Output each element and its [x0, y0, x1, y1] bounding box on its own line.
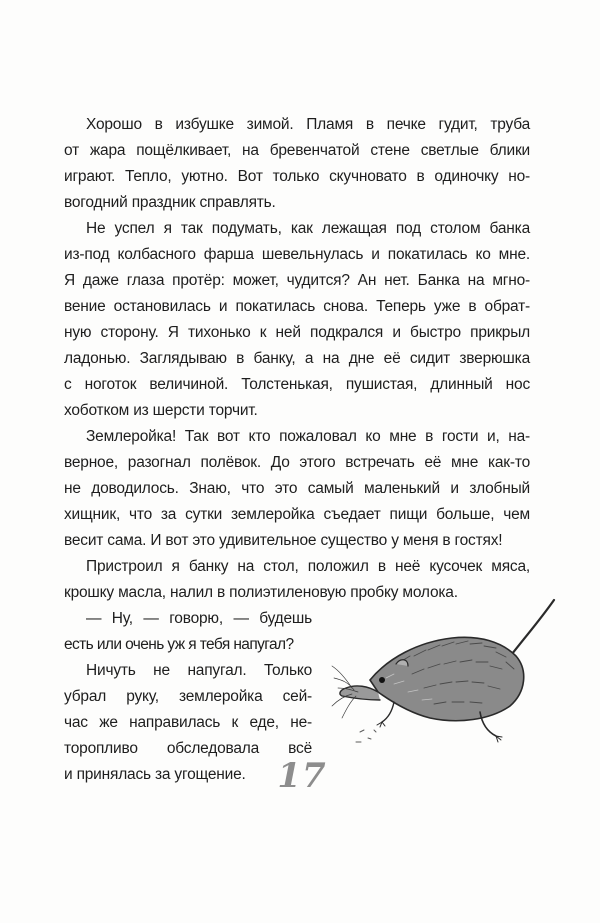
text-line: хищник, что за сутки землеройка съедает пищи больше, чем: [64, 506, 530, 523]
text-line: хоботком из шерсти торчит.: [64, 402, 258, 419]
text-line: играют. Тепло, уютно. Вот только скучновато в одиночку но-: [64, 168, 530, 185]
text-line: и принялась за угощение.: [64, 766, 246, 783]
text-line: весит сама. И вот это удивительное существо у меня в гостях!: [64, 532, 503, 549]
text-line: вогодний праздник справлять.: [64, 194, 276, 211]
text-line: убрал руку, землеройка сей-: [64, 688, 312, 705]
text-line: крошку масла, налил в полиэтиленовую пробку молока.: [64, 584, 458, 601]
text-line: Хорошо в избушке зимой. Пламя в печке гудит, труба: [86, 116, 530, 133]
text-line: Ничуть не напугал. Только: [86, 662, 312, 679]
text-line: вение остановилась и покатилась снова. Теперь уже в обрат-: [64, 298, 530, 315]
text-line: от жара пощёлкивает, на бревенчатой стене светлые блики: [64, 142, 530, 159]
text-line: верное, разогнал полёвок. До этого встречать её мне как-то: [64, 454, 530, 471]
text-line: не доводилось. Знаю, что это самый маленький и злобный: [64, 480, 530, 497]
page-number: 17: [277, 756, 327, 796]
text-line: Не успел я так подумать, как лежащая под столом банка: [86, 220, 530, 237]
text-line: Пристроил я банку на стол, положил в неё кусочек мяса,: [86, 558, 530, 575]
text-line: ладонью. Заглядываю в банку, а на дне её сидит зверюшка: [64, 350, 530, 367]
shrew-illustration: [330, 592, 560, 752]
text-line: Я даже глаза протёр: может, чудится? Ан нет. Банка на мгно-: [64, 272, 530, 289]
text-line: — Ну, — говорю, — будешь: [86, 610, 312, 627]
text-line: с ноготок величиной. Толстенькая, пушистая, длинный нос: [64, 376, 530, 393]
text-line: ную сторону. Я тихонько к ней подкрался и быстро прикрыл: [64, 324, 530, 341]
text-line: час же направилась к еде, не-: [64, 714, 312, 731]
text-line: Землеройка! Так вот кто пожаловал ко мне в гости и, на-: [86, 428, 530, 445]
text-line: из-под колбасного фарша шевельнулась и покатилась ко мне.: [64, 246, 530, 263]
text-line: есть или очень уж я тебя напугал?: [64, 636, 294, 653]
text-line: торопливо обследовала всё: [64, 740, 312, 757]
